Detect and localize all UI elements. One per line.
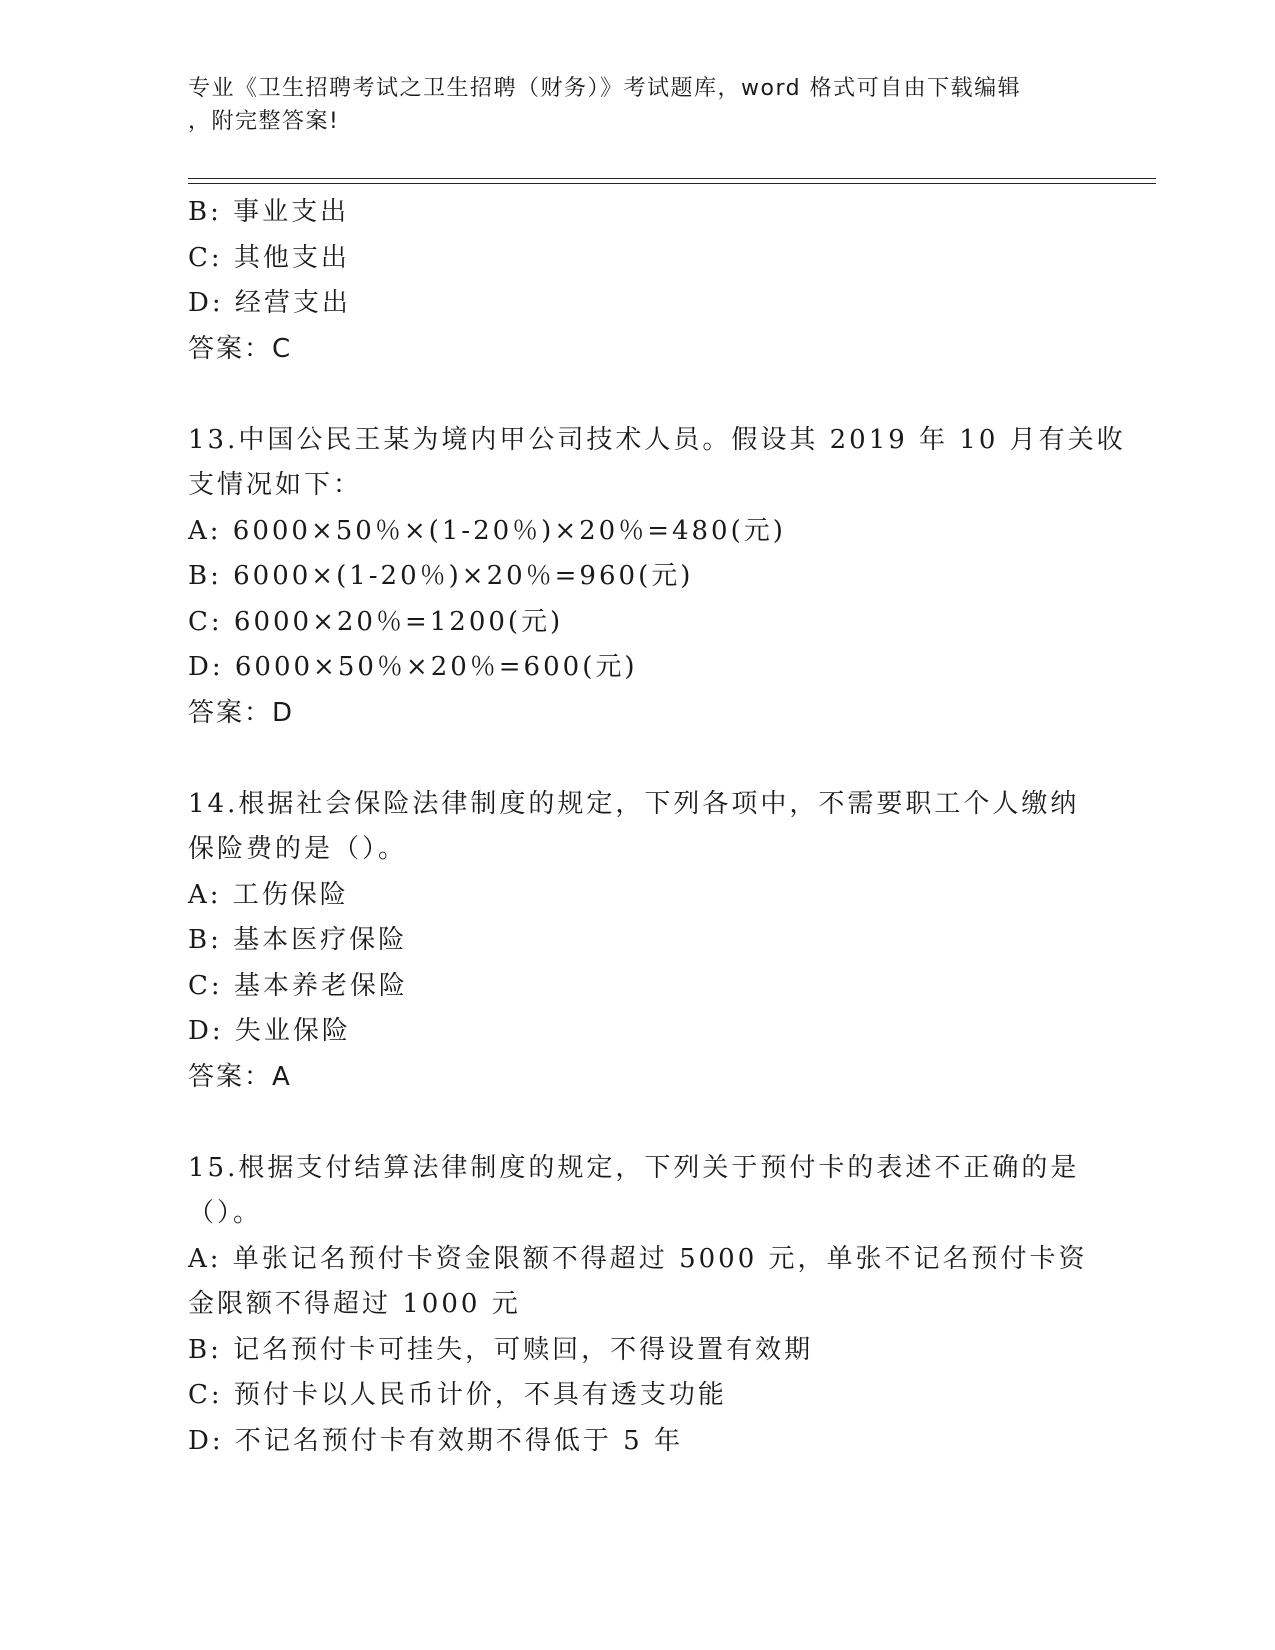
question-12-tail: [188, 190, 1088, 372]
option-b: B: 基本医疗保险: [188, 925, 408, 955]
option-d: D: 不记名预付卡有效期不得低于 5 年: [188, 1425, 683, 1456]
question-14: [188, 782, 1088, 1101]
header-line-1: 专业《卫生招聘考试之卫生招聘（财务）》考试题库，word 格式可自由下载编辑: [188, 76, 1022, 101]
question-15: [188, 1146, 1088, 1465]
option-a: A: 6000×50％×(1-20％)×20％=480(元): [188, 515, 786, 546]
option-b: B: 记名预付卡可挂失，可赎回，不得设置有效期: [188, 1334, 814, 1365]
header-divider-top: [188, 178, 1156, 179]
question-stem-line-2: 保险费的是（）。: [188, 834, 408, 864]
answer-line: 答案：D: [188, 697, 295, 728]
spacer: [188, 1100, 1088, 1146]
option-d: D: 6000×50％×20％=600(元): [188, 652, 638, 682]
header-line-2: ，附完整答案!: [188, 109, 340, 134]
spacer: [188, 736, 1088, 782]
option-a: A: 单张记名预付卡资金限额不得超过 5000 元，单张不记名预付卡资: [188, 1243, 1088, 1274]
question-13: [188, 418, 1126, 737]
option-b: B: 6000×(1-20％)×20％=960(元): [188, 561, 694, 591]
document-header: [188, 72, 1068, 138]
option-d: D: 经营支出: [188, 288, 351, 318]
answer-line: 答案：C: [188, 333, 293, 364]
answer-line: 答案：A: [188, 1061, 292, 1092]
question-stem-line-2: （）。: [188, 1198, 263, 1228]
option-c: C: 预付卡以人民币计价，不具有透支功能: [188, 1380, 727, 1410]
question-stem-line-1: 13.中国公民王某为境内甲公司技术人员。假设其 2019 年 10 月有关收: [188, 424, 1126, 455]
option-a: A: 工伤保险: [188, 879, 349, 910]
option-c: C: 基本养老保险: [188, 970, 408, 1001]
question-list: [188, 190, 1126, 1464]
header-divider-bottom: [188, 183, 1156, 184]
option-c: C: 其他支出: [188, 242, 350, 273]
question-stem-line-1: 15.根据支付结算法律制度的规定，下列关于预付卡的表述不正确的是: [188, 1152, 1080, 1183]
question-stem-line-1: 14.根据社会保险法律制度的规定，下列各项中，不需要职工个人缴纳: [188, 788, 1080, 819]
spacer: [188, 372, 1088, 418]
question-stem-line-2: 支情况如下：: [188, 470, 363, 500]
option-a-continued: 金限额不得超过 1000 元: [188, 1289, 521, 1319]
option-b: B: 事业支出: [188, 197, 350, 227]
option-c: C: 6000×20％=1200(元): [188, 606, 564, 637]
option-d: D: 失业保险: [188, 1016, 351, 1046]
